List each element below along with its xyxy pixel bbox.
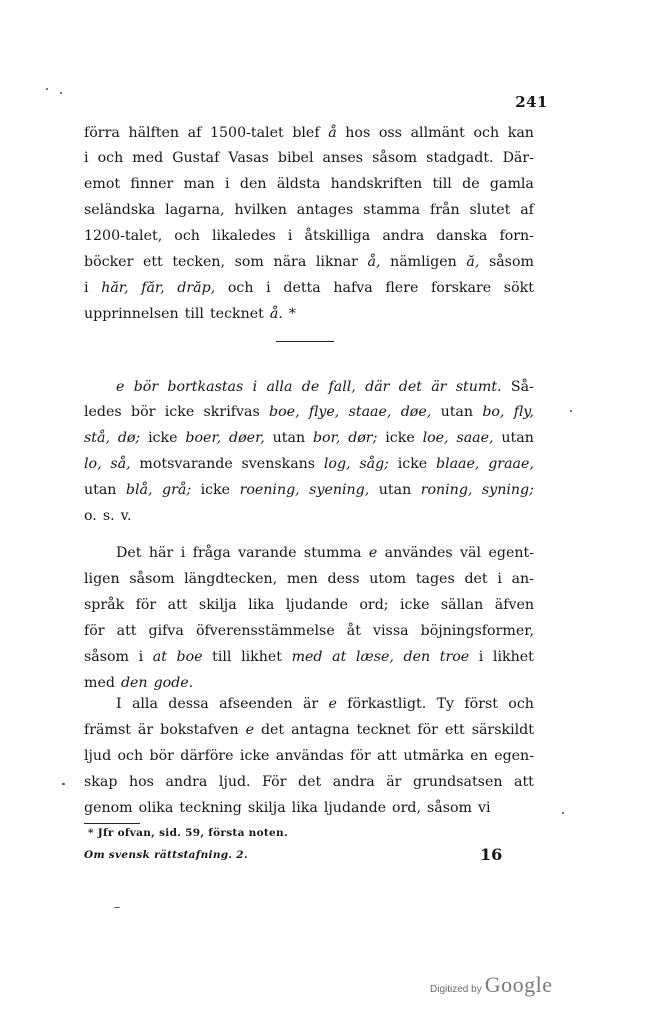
word: antages [296,202,354,218]
word: ljudande [285,597,348,613]
word: grundsatsen [413,774,503,790]
word: är [431,379,447,395]
scan-speck [562,812,564,814]
word: ljudande [323,800,387,816]
word: oss [378,125,402,141]
word: väl [460,545,482,561]
word: i [180,545,186,561]
word: Så- [510,379,534,395]
word: de [301,379,320,395]
word: hos [345,125,371,141]
word: făr, [141,280,165,296]
word: blef [292,125,320,141]
word: finner [130,176,174,192]
word: stamma [363,202,421,218]
word: tecknet [209,306,264,322]
text-line [84,203,534,218]
text-line [84,676,534,691]
text-line [116,697,534,712]
word: äldsta [276,176,321,192]
word: bör [131,404,156,420]
text-line [84,457,534,472]
word: språk [84,597,125,613]
text-line [84,126,534,141]
word: forn- [499,228,534,244]
word: likhet [241,649,282,665]
word: utan [501,430,534,446]
word: læse, [355,649,394,665]
word: till [184,306,204,322]
word: användes [384,545,453,561]
word: syning; [481,482,534,498]
word: öfverensstämmelse [195,623,335,639]
page-number: 241 [515,93,548,111]
word: anses [322,150,364,166]
word: med [84,675,115,691]
word: åt [346,623,361,639]
word: Där- [502,150,534,166]
word: sökt [503,280,534,296]
word: bo, [482,404,505,420]
word: varande [238,545,297,561]
word: längdtecken, [184,571,278,587]
word: till [212,649,232,665]
word: andra [382,228,425,244]
word: døe, [400,404,432,420]
word: fall, [328,379,356,395]
word: danska [436,228,488,244]
word: tecken, [172,254,226,270]
word: svenskans [241,456,316,472]
text-line [84,281,534,296]
word: lagarna, [165,202,225,218]
word: graae, [488,456,534,472]
text-line [84,151,534,166]
word: roning, [420,482,473,498]
digitized-watermark [430,972,552,998]
word: därföre [180,748,234,764]
word: Vasas [228,150,269,166]
word: stumt. [455,379,502,395]
word: e [116,379,125,395]
word: upprinnelsen [84,306,179,322]
word: Ty [436,696,455,712]
word: icke [397,456,428,472]
word: s. [102,508,115,524]
word: är [386,774,402,790]
word: i [266,280,271,296]
word: handskriften [330,176,423,192]
word: lika [248,597,275,613]
word: ett [444,722,465,738]
word: hafva [333,280,373,296]
text-line [84,307,534,322]
word: icke [164,404,195,420]
word: man [183,176,215,192]
word: staae, [348,404,392,420]
word: i [138,649,144,665]
word: ord, [392,800,421,816]
word: icke [148,430,178,446]
word: bor, [312,430,341,446]
word: det [298,774,322,790]
word: grå; [162,482,192,498]
word: dø; [117,430,141,446]
word: utan [272,430,306,446]
word: egent- [488,545,534,561]
word: bör [133,379,159,395]
word: med [291,649,323,665]
word: kan [507,125,534,141]
word: 1200-talet, [84,228,163,244]
word: Gustaf [172,150,220,166]
word: gode. [153,675,194,691]
word: förra [84,125,120,141]
word: gifva [148,623,184,639]
word: särskildt [471,722,534,738]
word: det [398,379,422,395]
scan-speck [62,783,65,785]
sheet-signature: Om svensk rättstafning. 2. [84,849,248,861]
word: ord; [359,597,389,613]
word: med [132,150,164,166]
word: at [332,649,347,665]
scan-speck [60,92,62,94]
word: det [260,722,285,738]
scan-speck [46,88,48,90]
word: af [187,125,202,141]
word: såsom [372,150,418,166]
word: såsom [488,254,534,270]
word: lika [291,800,318,816]
word: men [286,571,318,587]
word: böcker [84,254,134,270]
word: i [84,280,89,296]
word: att [377,748,397,764]
word: flere [385,280,419,296]
word: först [464,696,498,712]
word: ledes [84,404,122,420]
word: bortkastas [167,379,244,395]
word: liknar [315,254,358,270]
word: boer, [185,430,222,446]
text-line [84,483,534,498]
word: är [137,722,154,738]
word: att [116,623,137,639]
text-line [84,177,534,192]
word: bibel [277,150,314,166]
word: * [288,306,296,322]
word: nära [273,254,307,270]
text-line [84,572,534,587]
word: främst [84,722,131,738]
word: så, [110,456,131,472]
word: nämligen [390,254,457,270]
text-line [84,229,534,244]
word: skilja [198,597,237,613]
word: och [174,228,200,244]
word: v. [120,508,132,524]
word: hälften [128,125,180,141]
word: fly, [513,404,534,420]
word: o. [84,508,97,524]
word: antagna [291,722,350,738]
section-separator [276,341,334,342]
text-line [84,255,534,270]
word: emot [84,176,121,192]
word: och [117,748,144,764]
sheet-number: 16 [480,845,503,864]
word: i [84,150,89,166]
word: ljud [84,748,112,764]
word: e [245,722,254,738]
word: motsvarande [139,456,233,472]
word: lo, [84,456,102,472]
word: fråga [192,545,231,561]
word: utmärka [403,748,464,764]
word: allmänt [410,125,465,141]
word: ljud. [218,774,251,790]
word: icke [200,482,231,498]
word: olika [138,800,174,816]
word: forskare [431,280,492,296]
word: teckning [179,800,242,816]
word: till [432,176,452,192]
word: från [429,202,460,218]
word: bör [149,748,174,764]
word: syening, [309,482,370,498]
word: å, [367,254,381,270]
word: boe, [269,404,300,420]
word: och [97,150,124,166]
word: blå, [125,482,153,498]
word: i [478,649,484,665]
word: genom [84,800,133,816]
word: att [167,597,188,613]
footnote: * Jfr ofvan, sid. 59, första noten. [88,827,288,839]
word: icke [239,748,270,764]
word: tages [415,571,455,587]
word: at [152,649,167,665]
text-line [116,546,534,561]
word: för [84,623,105,639]
word: icke [399,597,430,613]
word: såg; [359,456,389,472]
word: i [497,571,502,587]
word: roening, [239,482,300,498]
word: å. [269,306,283,322]
text-line [84,775,534,790]
word: seländska [84,202,156,218]
word: flye, [308,404,340,420]
word: an- [511,571,534,587]
word: För [262,774,287,790]
word: ett [142,254,163,270]
footnote-rule [84,823,140,824]
word: Det [116,545,142,561]
word: och [508,696,534,712]
word: slutet [469,202,511,218]
word: utan [378,482,412,498]
word: äfven [494,597,534,613]
scan-speck [570,410,572,412]
word: e [328,696,337,712]
word: gamla [489,176,534,192]
text-line [84,624,534,639]
word: användas [275,748,344,764]
word: hos [128,774,154,790]
word: skilja [247,800,286,816]
word: sällan [440,597,484,613]
word: 1500-talet [210,125,284,141]
word: i [287,228,293,244]
google-logo: Google [484,972,553,997]
word: en [470,748,488,764]
word: alla [131,696,158,712]
word: där [365,379,390,395]
word: stadgadt. [426,150,494,166]
word: af [520,202,534,218]
digitized-prefix: Digitized by [430,984,482,995]
word: böjningsformer, [420,623,534,639]
word: døer, [229,430,265,446]
word: vi [477,800,491,816]
word: andra [332,774,375,790]
word: utan [440,404,473,420]
word: den [120,675,148,691]
text-line [84,405,534,420]
word: i [225,176,230,192]
word: såsom [426,800,472,816]
word: log, [323,456,351,472]
word: som [234,254,264,270]
word: icke [385,430,415,446]
word: den [403,649,431,665]
text-line [84,801,534,816]
word: utom [369,571,407,587]
word: dess [327,571,360,587]
word: boe [176,649,203,665]
word: förkastligt. [347,696,427,712]
word: egen- [494,748,534,764]
word: blaae, [435,456,480,472]
word: för [417,722,438,738]
word: troe [439,649,470,665]
word: såsom [129,571,175,587]
text-line [84,749,534,764]
word: för [350,748,371,764]
word: och [473,125,500,141]
word: tecknet [356,722,411,738]
word: andra [165,774,208,790]
word: utan [84,482,117,498]
word: I [116,696,122,712]
word: dessa [168,696,209,712]
word: e [368,545,378,561]
text-line [84,598,534,613]
text-line [84,509,534,524]
text-line [84,431,534,446]
word: och [227,280,254,296]
word: stå, [84,430,110,446]
word: ă, [466,254,480,270]
word: likaledes [212,228,276,244]
word: ligen [84,571,120,587]
word: detta [283,280,321,296]
scan-speck [114,907,120,908]
word: i [252,379,258,395]
word: hvilken [234,202,287,218]
word: skap [84,774,118,790]
word: å [328,125,337,141]
text-line [84,723,534,738]
text-line [116,380,534,395]
word: för [135,597,157,613]
word: vissa [372,623,409,639]
word: likhet [492,649,534,665]
word: att [514,774,534,790]
word: här [148,545,174,561]
word: det [464,571,488,587]
word: drăp, [177,280,216,296]
word: loe, [422,430,449,446]
word: skrifvas [203,404,260,420]
text-line [84,650,534,665]
word: hăr, [101,280,129,296]
word: såsom [84,649,130,665]
word: åtskilliga [304,228,371,244]
word: de [462,176,480,192]
word: saae, [456,430,494,446]
word: dør; [348,430,378,446]
word: är [302,696,319,712]
word: den [239,176,267,192]
word: alla [266,379,293,395]
word: bokstafven [160,722,239,738]
word: afseenden [219,696,293,712]
word: stumma [303,545,362,561]
